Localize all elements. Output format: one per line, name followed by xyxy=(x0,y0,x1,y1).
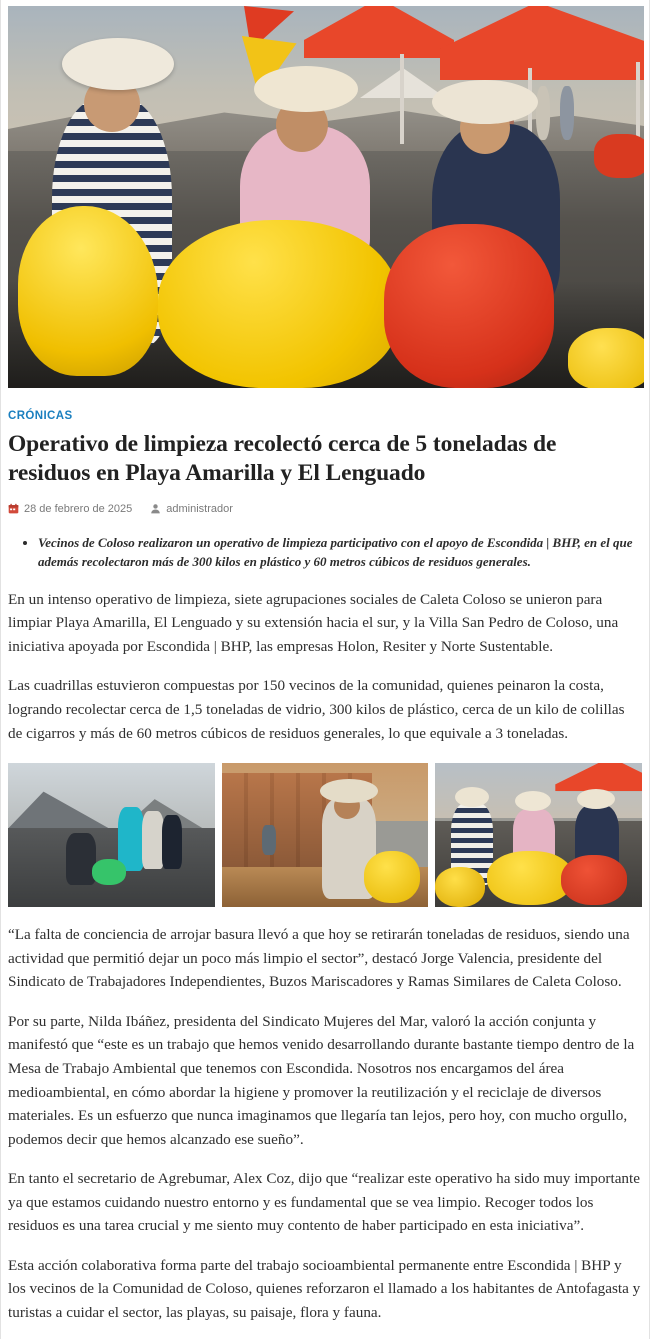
trash-bag-yellow xyxy=(435,867,485,907)
meta-date-text: 28 de febrero de 2025 xyxy=(24,502,133,515)
hero-image xyxy=(8,6,644,388)
article-paragraph: Esta acción colaborativa forma parte del trabajo socioambiental permanente entre Escondida | BHP y los vecinos de la Comunidad de Coloso, quienes reforzaron el llamado a los habitantes de Antofagasta y turistas a cuidar el sector, las playas, su paisaje, flora y fauna. xyxy=(8,1256,641,1321)
background-equipment xyxy=(594,134,644,178)
sun-hat xyxy=(320,779,378,803)
article-paragraph: Las cuadrillas estuvieron compuestas por 150 vecinos de la comunidad, quienes peinaron la costa, logrando recolectar cerca de 1,5 toneladas de vidrio, 300 kilos de plástico, cerca de un kilo de colillas de cigarros y más de 60 metros cúbicos de residuos generales, lo que equivale a 3 toneladas. xyxy=(8,677,625,742)
article-page xyxy=(1,0,649,1339)
calendar-icon xyxy=(8,503,19,514)
volunteer-figure xyxy=(118,807,144,871)
article-category[interactable]: CRÓNICAS xyxy=(8,410,73,422)
background-person xyxy=(536,86,550,140)
trash-bag-green xyxy=(92,859,126,885)
trash-bag-red xyxy=(561,855,627,905)
volunteer-figure xyxy=(66,833,96,885)
volunteer-figure xyxy=(162,815,182,869)
background-person xyxy=(560,86,574,140)
trash-bag-yellow xyxy=(364,851,420,903)
sun-hat xyxy=(254,66,358,112)
sun-hat xyxy=(62,38,174,90)
volunteer-figure xyxy=(142,811,164,869)
meta-author-text[interactable]: administrador xyxy=(166,502,233,515)
gallery-image-1[interactable] xyxy=(8,763,215,907)
trash-bag-yellow xyxy=(158,220,398,388)
lead-bullet: • Vecinos de Coloso realizaron un operativo de limpieza participativo con el apoyo de Escondida | BHP, en el que además recolectaron más de 300 kilos en plástico y 60 metros cúbicos de residuos generales. xyxy=(38,533,642,572)
gallery-image-3[interactable] xyxy=(435,763,642,907)
meta-date xyxy=(8,503,132,515)
background-person xyxy=(262,825,276,855)
canopy-pole xyxy=(400,54,404,144)
user-icon xyxy=(150,503,161,514)
sun-hat xyxy=(432,80,538,124)
trash-bag-yellow xyxy=(18,206,158,376)
page-title: Operativo de limpieza recolectó cerca de 5 toneladas de residuos en Playa Amarilla y El Lenguado xyxy=(8,431,557,487)
image-gallery xyxy=(8,763,642,907)
lead-bullet-list xyxy=(8,533,642,572)
trash-bag-yellow xyxy=(568,328,644,388)
article-paragraph: Por su parte, Nilda Ibáñez, presidenta del Sindicato Mujeres del Mar, valoró la acción conjunta y manifestó que “este es un trabajo que hemos venido desarrollando durante bastante tiempo dentro de la Mesa de Trabajo Ambiental que tenemos con Escondida. Nosotros nos encargamos del área medioambiental, en cómo abordar la higiene y promover la reutilización y el reciclaje de diversos materiales. Es un esfuerzo que nunca imaginamos que llegaría tan lejos, pero hoy, con mucho orgullo, podemos decir que hemos alcanzado ese sueño”. xyxy=(8,1012,635,1148)
trash-bag-red xyxy=(384,224,554,388)
article-paragraph: En tanto el secretario de Agrebumar, Alex Coz, dijo que “realizar este operativo ha sido muy importante ya que estamos cuidando nuestro entorno y es fundamental que se vea limpio. Recoger todos los residuos es una tarea crucial y me siento muy contento de haber participado en esta iniciativa”. xyxy=(8,1170,640,1235)
article-paragraph: En un intenso operativo de limpieza, siete agrupaciones sociales de Caleta Coloso se unieron para limpiar Playa Amarilla, El Lenguado y su extensión hacia el sur, y la Villa San Pedro de Coloso, una iniciativa apoyada por Escondida | BHP, las empresas Holon, Resiter y Norte Sustentable. xyxy=(8,590,619,655)
article-paragraph: “La falta de conciencia de arrojar basura llevó a que hoy se retirarán toneladas de residuos, siendo una actividad que permitió dejar un poco más limpio el sector”, destacó Jorge Valencia, presidente del Sindicato de Trabajadores Independientes, Buzos Mariscadores y Ramas Similares de Caleta Coloso. xyxy=(8,926,630,991)
meta-author xyxy=(150,503,233,515)
article-meta xyxy=(8,503,642,515)
gallery-image-2[interactable] xyxy=(222,763,429,907)
